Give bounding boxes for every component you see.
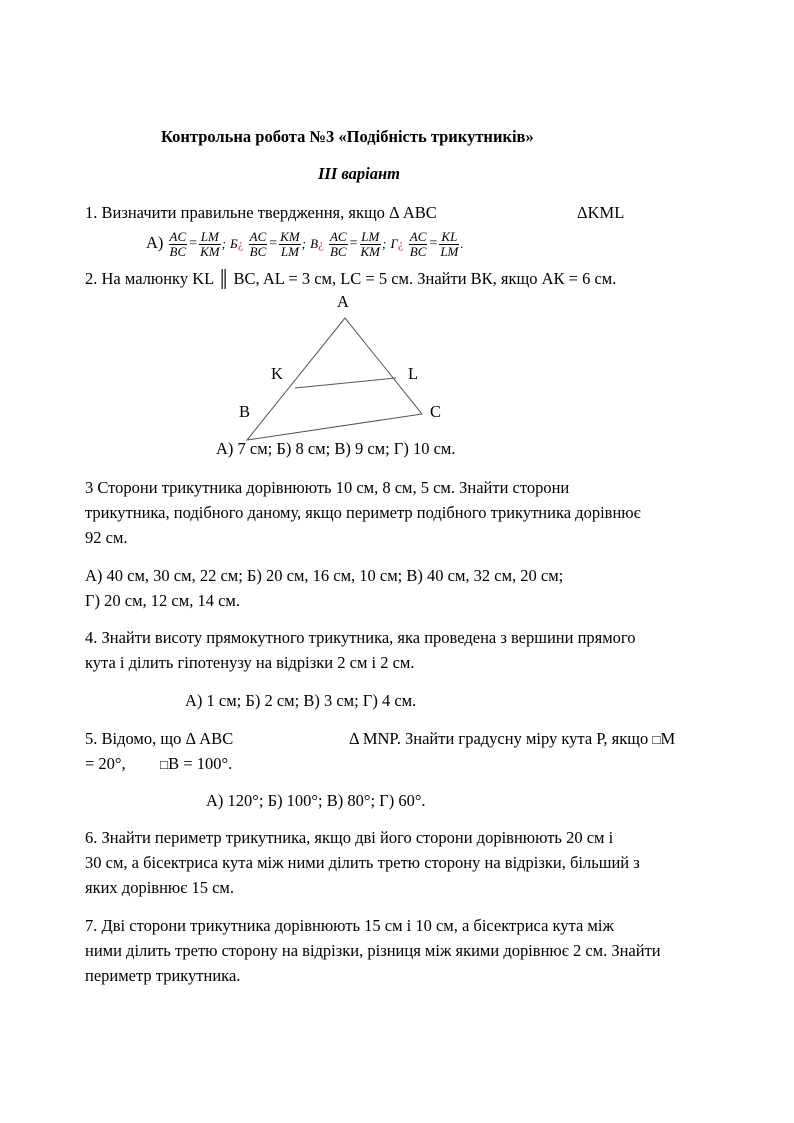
vertex-label-b: B xyxy=(239,402,251,421)
q1-fraction: $\frac{LM}{KM}$ xyxy=(200,228,220,259)
missing-glyph-box: □ xyxy=(652,732,661,747)
q1-fraction: $\frac{AC}{BC}$ xyxy=(249,228,267,259)
q3-line-1: 3 Сторони трикутника дорівнюють 10 см, 8 см, 5 см. Знайти сторони xyxy=(85,478,570,497)
q5-answers: А) 120°; Б) 100°; В) 80°; Г) 60°. xyxy=(206,791,426,810)
q1-opt-b-label: Б xyxy=(230,236,238,252)
q7-line-2: ними ділить третю сторону на відрізки, різниця між якими дорівнює 2 см. Знайти xyxy=(85,941,661,960)
q1-opt-g-label: Г xyxy=(390,236,398,252)
q1-fraction: $\frac{KM}{LM}$ xyxy=(280,228,300,259)
q5-left: 5. Відомо, що Δ АВС xyxy=(85,729,234,748)
equals-sign: = xyxy=(349,236,358,252)
angle-m-label: M xyxy=(660,729,676,748)
q3-line-3: 92 см. xyxy=(85,528,128,547)
vertex-label-k: K xyxy=(271,364,283,383)
vertex-label-l: L xyxy=(408,364,419,383)
q3-line-2: трикутника, подібного даному, якщо периметр подібного трикутника дорівнює xyxy=(85,503,641,522)
q5-right-text: Δ MNP. Знайти градусну міру кута Р, якщо xyxy=(349,729,653,748)
vertex-label-a: A xyxy=(337,292,349,311)
separator: ; xyxy=(221,236,226,252)
document-title: Контрольна робота №3 «Подібність трикутників» xyxy=(161,127,534,146)
q6-line-3: яких дорівнює 15 см. xyxy=(85,878,234,897)
q6-line-2: 30 см, а бісектриса кута між ними ділить третю сторону на відрізки, більший з xyxy=(85,853,640,872)
variant-label: ІІІ варіант xyxy=(318,164,400,183)
q1-opt-a-label: А) xyxy=(146,233,164,252)
q3-answers-1: А) 40 см, 30 см, 22 см; Б) 20 см, 16 см, 10 см; В) 40 см, 32 см, 20 см; xyxy=(85,566,564,585)
q7-line-3: периметр трикутника. xyxy=(85,966,241,985)
segment-kl xyxy=(295,378,396,388)
q4-line-2: кута і ділить гіпотенузу на відрізки 2 см і 2 см. xyxy=(85,653,415,672)
q1-opt-v-label: В xyxy=(310,236,319,252)
inverted-question-mark: ¿ xyxy=(318,236,324,252)
q1-fraction: $\frac{AC}{BC}$ xyxy=(409,228,427,259)
q5-right xyxy=(349,729,675,749)
missing-glyph-box: □ xyxy=(160,757,169,772)
angle-b-text: B = 100°. xyxy=(168,754,233,773)
q1-fraction: $\frac{AC}{BC}$ xyxy=(329,228,347,259)
inverted-question-mark: ¿ xyxy=(237,236,244,252)
q7-line-1: 7. Дві сторони трикутника дорівнюють 15 см і 10 см, а бісектриса кута між xyxy=(85,916,614,935)
q1-fraction: $\frac{AC}{BC}$ xyxy=(169,228,187,259)
q1-right-triangle: ΔKML xyxy=(577,203,625,222)
q4-answers: А) 1 см; Б) 2 см; В) 3 см; Г) 4 см. xyxy=(185,691,417,710)
period: . xyxy=(460,236,464,252)
q2-answers: А) 7 см; Б) 8 см; В) 9 см; Г) 10 см. xyxy=(216,439,456,458)
q6-line-1: 6. Знайти периметр трикутника, якщо дві його сторони дорівнюють 20 см і xyxy=(85,828,614,847)
q1-text: 1. Визначити правильне твердження, якщо Δ ABC xyxy=(85,203,437,222)
inverted-question-mark: ¿ xyxy=(397,236,404,252)
q5-line-2b xyxy=(160,754,232,774)
separator: ; xyxy=(382,236,387,252)
q5-line-2a: = 20°, xyxy=(85,754,126,773)
q2-text: 2. На малюнку KL ║ BC, AL = 3 см, LC = 5 см. Знайти ВК, якщо АК = 6 см. xyxy=(85,269,617,288)
q1-fraction: $\frac{KL}{LM}$ xyxy=(440,228,459,259)
q1-fraction: $\frac{LM}{KM}$ xyxy=(360,228,381,259)
separator: ; xyxy=(301,236,306,252)
equals-sign: = xyxy=(269,236,278,252)
equals-sign: = xyxy=(429,236,438,252)
q3-answers-2: Г) 20 см, 12 см, 14 см. xyxy=(85,591,240,610)
q4-line-1: 4. Знайти висоту прямокутного трикутника, яка проведена з вершини прямого xyxy=(85,628,636,647)
equals-sign: = xyxy=(189,236,198,252)
vertex-label-c: C xyxy=(430,402,442,421)
